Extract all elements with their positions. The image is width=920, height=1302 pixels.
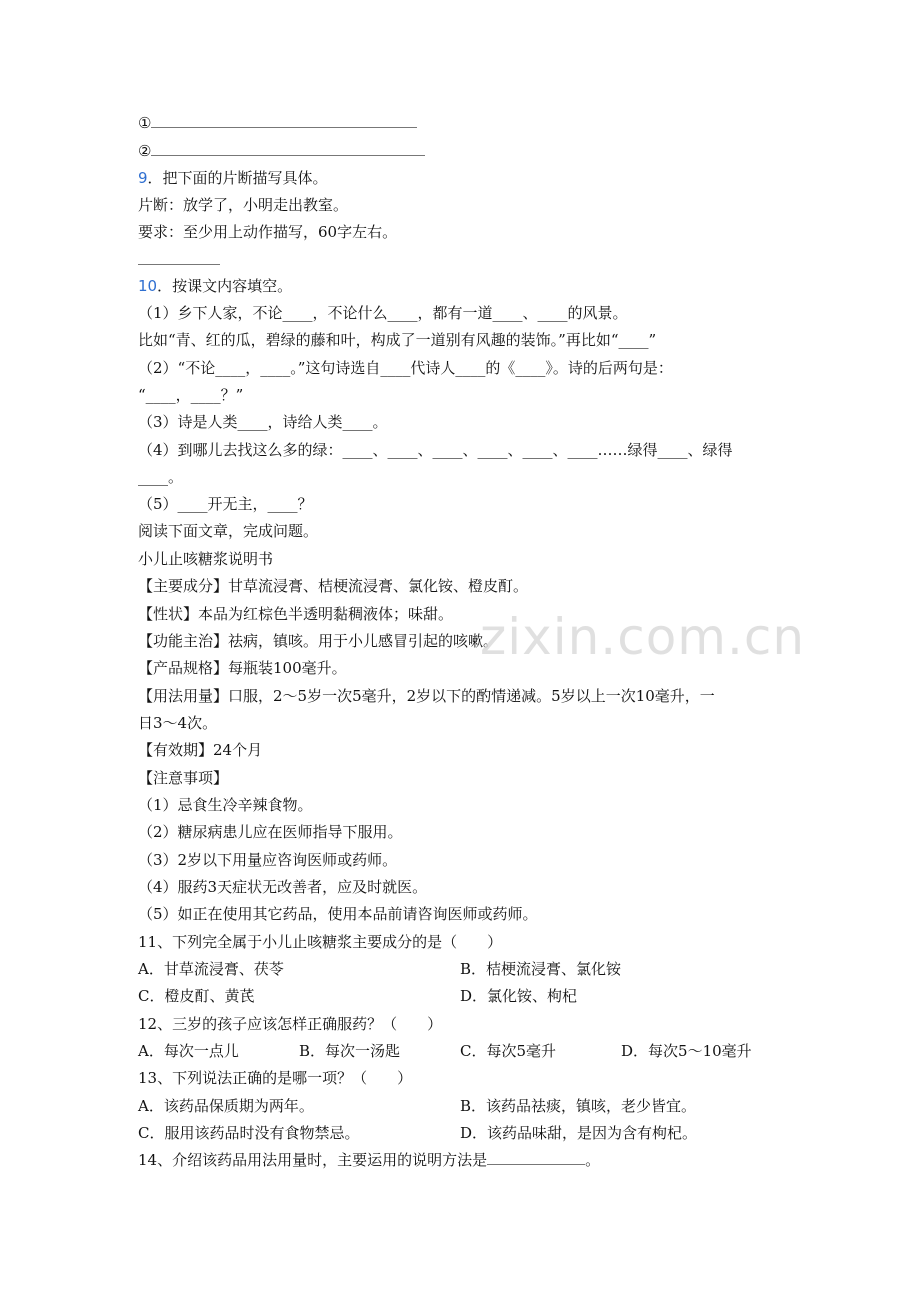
q13-option-c[interactable]: C．服用该药品时没有食物禁忌。 bbox=[138, 1124, 360, 1142]
q8-answer-line-2[interactable] bbox=[151, 141, 425, 156]
q10-part-2: （2）“不论____，____。”这句诗选自____代诗人____的《____》。诗的后两句是： bbox=[138, 359, 673, 377]
reading-functions: 【功能主治】祛病，镇咳。用于小儿感冒引起的咳嗽。 bbox=[138, 632, 499, 650]
reading-ingredients: 【主要成分】甘草流浸膏、桔梗流浸膏、氯化铵、橙皮酊。 bbox=[138, 577, 529, 595]
q9-answer-row bbox=[138, 250, 220, 270]
reading-note-1: （1）忌食生冷辛辣食物。 bbox=[138, 796, 313, 814]
q14-stem bbox=[138, 1150, 600, 1170]
q8-answer-line-1[interactable] bbox=[151, 113, 417, 128]
reading-note-5: （5）如正在使用其它药品，使用本品前请咨询医师或药师。 bbox=[138, 905, 538, 923]
watermark: zixin.com.cn bbox=[480, 608, 806, 666]
reading-usage: 【用法用量】口服，2～5岁一次5毫升，2岁以下的酌情递减。5岁以上一次10毫升，一 bbox=[138, 687, 715, 705]
q8-item-2-marker: ② bbox=[138, 142, 152, 160]
q13-option-a[interactable]: A．该药品保质期为两年。 bbox=[138, 1097, 314, 1115]
q11-stem: 11、下列完全属于小儿止咳糖浆主要成分的是（ ） bbox=[138, 933, 503, 951]
reading-note-2: （2）糖尿病患儿应在医师指导下服用。 bbox=[138, 823, 403, 841]
q9-fragment: 片断：放学了，小明走出教室。 bbox=[138, 196, 349, 214]
q10-part-4: （4）到哪儿去找这么多的绿：____、____、____、____、____、____……绿得____、绿得 bbox=[138, 441, 733, 459]
q14-stem-end: 。 bbox=[585, 1151, 601, 1169]
q13-option-b[interactable]: B．该药品祛痰，镇咳，老少皆宜。 bbox=[460, 1097, 697, 1115]
q10-number: 10 bbox=[138, 277, 158, 295]
reading-note-4: （4）服药3天症状无改善者，应及时就医。 bbox=[138, 878, 428, 896]
reading-intro: 阅读下面文章，完成问题。 bbox=[138, 522, 319, 540]
q8-item-1-marker: ① bbox=[138, 114, 152, 132]
q11-option-a[interactable]: A．甘草流浸膏、茯苓 bbox=[138, 960, 284, 978]
q8-item-2 bbox=[138, 141, 425, 161]
q11-option-b[interactable]: B．桔梗流浸膏、氯化铵 bbox=[460, 960, 622, 978]
q10-part-1: （1）乡下人家，不论____，不论什么____，都有一道____、____的风景。 bbox=[138, 304, 628, 322]
reading-note-3: （3）2岁以下用量应咨询医师或药师。 bbox=[138, 851, 398, 869]
q9-title-text: ．把下面的片断描写具体。 bbox=[147, 169, 328, 187]
q12-stem: 12、三岁的孩子应该怎样正确服药？（ ） bbox=[138, 1015, 443, 1033]
q9-requirement: 要求：至少用上动作描写，60字左右。 bbox=[138, 223, 398, 241]
q9-title bbox=[138, 168, 328, 188]
q12-option-a[interactable]: A．每次一点儿 bbox=[138, 1042, 239, 1060]
q8-item-1 bbox=[138, 113, 417, 133]
q10-part-1b: 比如“青、红的瓜，碧绿的藤和叶，构成了一道别有风趣的装饰。”再比如“____” bbox=[138, 331, 657, 349]
q13-option-d[interactable]: D．该药品味甜，是因为含有枸杞。 bbox=[460, 1124, 698, 1142]
reading-title: 小儿止咳糖浆说明书 bbox=[138, 550, 274, 568]
q10-part-5: （5）____开无主，____？ bbox=[138, 495, 313, 513]
q9-answer-line[interactable] bbox=[138, 250, 220, 265]
q10-part-4b: ____。 bbox=[138, 468, 184, 486]
q12-option-d[interactable]: D．每次5～10毫升 bbox=[621, 1042, 752, 1060]
q10-title bbox=[138, 276, 292, 296]
q10-title-text: ．按课文内容填空。 bbox=[157, 277, 293, 295]
q14-answer-line[interactable] bbox=[487, 1150, 585, 1165]
q12-option-c[interactable]: C．每次5毫升 bbox=[460, 1042, 557, 1060]
reading-properties: 【性状】本品为红棕色半透明黏稠液体；味甜。 bbox=[138, 605, 454, 623]
reading-notes-title: 【注意事项】 bbox=[138, 769, 229, 787]
reading-usage-cont: 日3～4次。 bbox=[138, 714, 218, 732]
q10-part-2b: “____，____？” bbox=[138, 386, 244, 404]
q11-option-d[interactable]: D．氯化铵、枸杞 bbox=[460, 987, 578, 1005]
q14-stem-text: 14、介绍该药品用法用量时，主要运用的说明方法是 bbox=[138, 1151, 488, 1169]
q11-option-c[interactable]: C．橙皮酊、黄芪 bbox=[138, 987, 255, 1005]
reading-validity: 【有效期】24个月 bbox=[138, 741, 263, 759]
reading-spec: 【产品规格】每瓶装100毫升。 bbox=[138, 659, 347, 677]
q12-option-b[interactable]: B．每次一汤匙 bbox=[299, 1042, 401, 1060]
q9-number: 9 bbox=[138, 169, 148, 187]
q13-stem: 13、下列说法正确的是哪一项？（ ） bbox=[138, 1069, 413, 1087]
q10-part-3: （3）诗是人类____，诗给人类____。 bbox=[138, 413, 388, 431]
